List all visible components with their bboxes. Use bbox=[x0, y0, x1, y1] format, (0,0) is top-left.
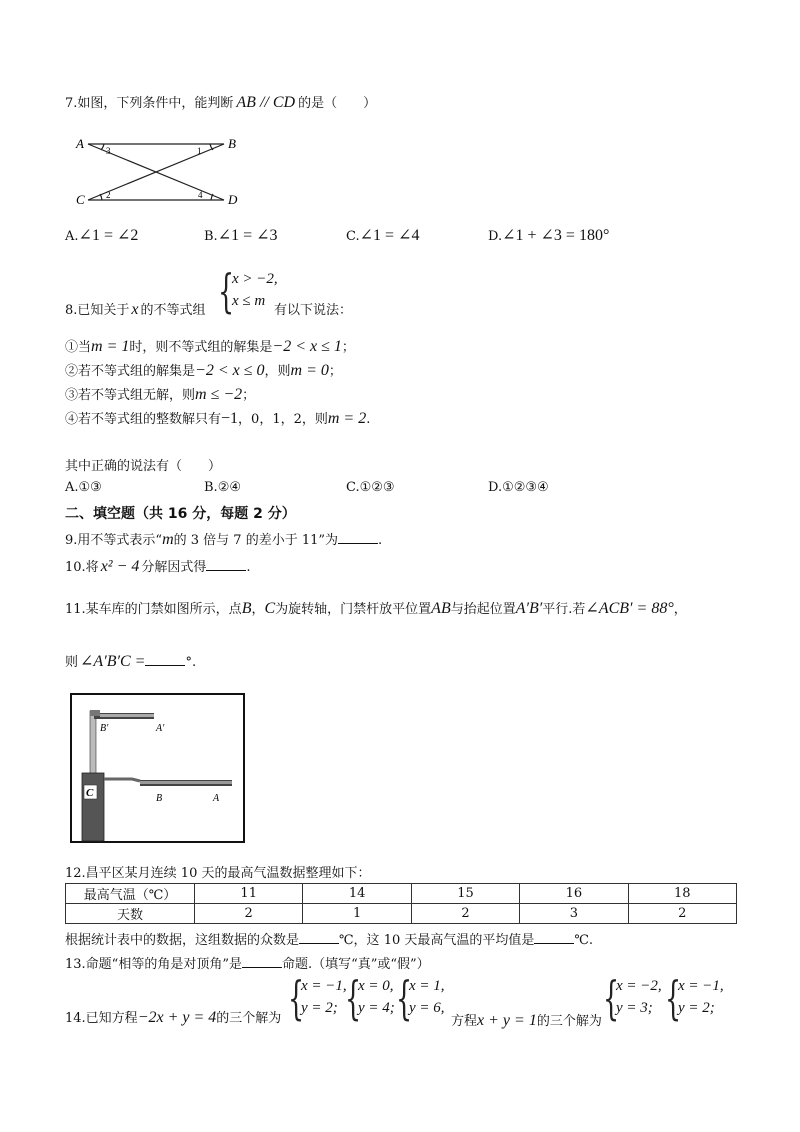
table-cell: 2 bbox=[411, 904, 519, 924]
table-cell: 11 bbox=[195, 884, 303, 904]
table-row bbox=[66, 904, 737, 924]
q14-sys5: x = −1, y = 2; bbox=[678, 978, 724, 1016]
table-cell: 2 bbox=[628, 904, 736, 924]
q10-answer-blank[interactable] bbox=[206, 558, 246, 571]
q7-stem: 7.如图，下列条件中，能判断 AB // CD 的是（ ） bbox=[65, 94, 377, 111]
q8-statement-2: ②若不等式组的解集是−2 < x ≤ 0，则m = 0； bbox=[65, 362, 342, 379]
table-row bbox=[66, 884, 737, 904]
q7-option-c: C.∠1 = ∠4 bbox=[346, 227, 420, 244]
fig-label-D: D bbox=[228, 192, 238, 207]
q14-sys3-brace: { bbox=[396, 971, 413, 1025]
q9: 9.用不等式表示“m的 3 倍与 7 的差小于 11”为 . bbox=[65, 531, 383, 548]
q8-stem-b: 有以下说法： bbox=[274, 303, 353, 318]
q8-option-a: A.①③ bbox=[65, 480, 102, 495]
q11-line1: 11.某车库的门禁如图所示，点B，C为旋转轴，门禁杆放平位置AB与抬起位置A′B′平行.若∠ACB′ = 88°， bbox=[65, 600, 687, 617]
q14-a: 14.已知方程−2x + y = 4的三个解为 bbox=[65, 1009, 282, 1026]
q14-sys4: x = −2, y = 3; bbox=[616, 978, 662, 1016]
q8-option-d: D.①②③④ bbox=[488, 480, 549, 495]
fig-angle-3: 3 bbox=[106, 146, 111, 156]
temperature-table bbox=[65, 883, 737, 924]
q7-option-d: D.∠1 + ∠3 = 180° bbox=[488, 227, 610, 244]
q12-stem: 12.昌平区某月连续 10 天的最高气温数据整理如下： bbox=[65, 866, 371, 881]
table-cell: 3 bbox=[520, 904, 628, 924]
q8-statement-1: ①当m = 1时，则不等式组的解集是−2 < x ≤ 1； bbox=[65, 338, 355, 355]
q8-system: x > −2, x ≤ m bbox=[232, 271, 278, 309]
q7-figure bbox=[72, 132, 252, 207]
q13-answer-blank[interactable] bbox=[242, 955, 282, 968]
table-header-cell: 天数 bbox=[66, 904, 195, 924]
q11-answer-blank[interactable] bbox=[145, 653, 185, 666]
q13: 13.命题“相等的角是对顶角”是 命题.（填写“真”或“假”） bbox=[65, 957, 430, 972]
q14-b: 方程x + y = 1的三个解为 bbox=[451, 1012, 602, 1029]
q8-statement-3: ③若不等式组无解，则m ≤ −2； bbox=[65, 386, 256, 403]
q14-sys2-brace: { bbox=[345, 971, 362, 1025]
table-cell: 16 bbox=[520, 884, 628, 904]
q14-sys4-brace: { bbox=[603, 971, 620, 1025]
fig-angle-1: 1 bbox=[197, 146, 202, 156]
fig-angle-4: 4 bbox=[198, 190, 203, 200]
table-cell: 14 bbox=[303, 884, 411, 904]
fig-label-Ap: A′ bbox=[156, 723, 165, 734]
q8-stem-a: 8.已知关于 x 的不等式组 bbox=[65, 301, 206, 318]
section-heading: 二、填空题（共 16 分，每题 2 分） bbox=[65, 506, 296, 522]
q12-after: 根据统计表中的数据，这组数据的众数是 ℃，这 10 天最高气温的平均值是 ℃. bbox=[65, 933, 594, 948]
q14-sys5-brace: { bbox=[665, 971, 682, 1025]
fig-label-C: C bbox=[76, 192, 85, 207]
q7-option-a: A.∠1 = ∠2 bbox=[65, 227, 139, 244]
q14-sys1: x = −1, y = 2; bbox=[301, 978, 347, 1016]
q8-question: 其中正确的说法有（ ） bbox=[65, 459, 222, 474]
q14-sys3: x = 1, y = 6, bbox=[409, 978, 445, 1016]
q8-option-c: C.①②③ bbox=[346, 480, 395, 495]
fig-angle-2: 2 bbox=[106, 190, 111, 200]
q8-system-brace: { bbox=[218, 264, 235, 318]
fig-label-C2: C bbox=[86, 787, 94, 799]
table-header-cell: 最高气温（℃） bbox=[66, 884, 195, 904]
table-cell: 1 bbox=[303, 904, 411, 924]
q11-line2: 则 ∠A′B′C = °. bbox=[65, 653, 197, 670]
q9-answer-blank[interactable] bbox=[338, 531, 378, 544]
q12-mode-blank[interactable] bbox=[299, 931, 339, 944]
fig-label-A: A bbox=[76, 136, 84, 151]
table-cell: 15 bbox=[411, 884, 519, 904]
q12-mean-blank[interactable] bbox=[534, 931, 574, 944]
q10: 10.将 x² − 4 分解因式得 . bbox=[65, 558, 251, 575]
fig-label-B2: B bbox=[156, 793, 163, 804]
table-cell: 18 bbox=[628, 884, 736, 904]
q14-sys2: x = 0, y = 4; bbox=[358, 978, 395, 1016]
q8-statement-4: ④若不等式组的整数解只有−1，0，1，2，则m = 2. bbox=[65, 410, 371, 427]
fig-label-A2: A bbox=[213, 793, 220, 804]
q11-gate-figure bbox=[70, 693, 245, 843]
table-cell: 2 bbox=[195, 904, 303, 924]
fig-label-B: B bbox=[228, 136, 236, 151]
q8-option-b: B.②④ bbox=[204, 480, 241, 495]
q14-sys1-brace: { bbox=[288, 971, 305, 1025]
fig-label-Bp: B′ bbox=[100, 723, 109, 734]
q7-option-b: B.∠1 = ∠3 bbox=[204, 227, 278, 244]
